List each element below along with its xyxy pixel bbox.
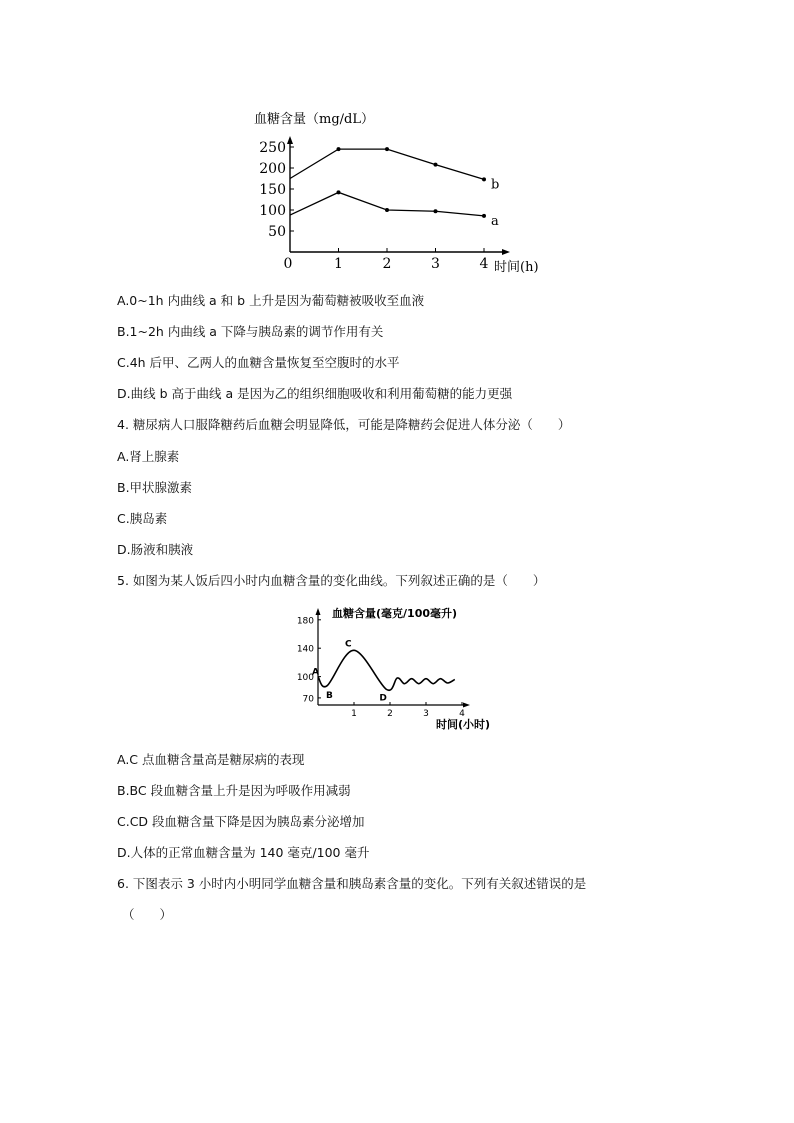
chart1-x-tick-label: 2 (382, 256, 392, 272)
q4-option-a: A.肾上腺素 (117, 449, 180, 464)
chart2-title: 血糖含量(毫克/100毫升) (332, 607, 458, 620)
chart1-series-b-line (290, 149, 484, 179)
chart1-y-tick-label: 200 (259, 161, 286, 177)
chart2-x-tick-label: 2 (387, 709, 393, 719)
q5-option-b: B.BC 段血糖含量上升是因为呼吸作用减弱 (117, 783, 351, 798)
q3-option-d: D.曲线 b 高于曲线 a 是因为乙的组织细胞吸收和利用葡萄糖的能力更强 (117, 386, 513, 401)
chart2-x-tick-label: 4 (459, 709, 465, 719)
q5-option-c: C.CD 段血糖含量下降是因为胰岛素分泌增加 (117, 814, 365, 829)
chart1-x-arrow (502, 249, 510, 255)
chart2-x-tick-label: 1 (351, 709, 357, 719)
chart1-x-tick-label: 0 (283, 256, 293, 272)
chart2-y-arrow (316, 608, 321, 615)
chart2-x-tick-label: 3 (423, 709, 429, 719)
chart2-y-tick-label: 70 (302, 694, 314, 705)
blood-glucose-chart-ab (240, 105, 560, 280)
q4-stem: 4. 糖尿病人口服降糖药后血糖会明显降低，可能是降糖药会促进人体分泌（ ） (117, 417, 571, 432)
q3-option-b: B.1~2h 内曲线 a 下降与胰岛素的调节作用有关 (117, 324, 384, 339)
blood-glucose-chart-abcd (285, 600, 515, 735)
chart1-ylabel: 血糖含量（mg/dL） (254, 112, 374, 127)
q5-option-d: D.人体的正常血糖含量为 140 毫克/100 毫升 (117, 845, 370, 860)
chart1-y-tick-label: 150 (259, 182, 286, 198)
q4-option-c: C.胰岛素 (117, 511, 168, 526)
chart1-x-tick-label: 3 (431, 256, 440, 272)
chart2-x-arrow (463, 703, 470, 708)
chart1-series-a-point (385, 208, 389, 212)
chart1-series-b-label: b (491, 177, 500, 193)
q3-option-a: A.0~1h 内曲线 a 和 b 上升是因为葡萄糖被吸收至血液 (117, 293, 425, 308)
chart1-y-tick-label: 50 (268, 224, 286, 240)
q4-option-b: B.甲状腺激素 (117, 480, 193, 495)
chart1-series-a-point (482, 214, 486, 218)
chart1-series-b-point (434, 163, 438, 167)
chart1-series-a-point (337, 190, 341, 194)
q5-stem: 5. 如图为某人饭后四小时内血糖含量的变化曲线。下列叙述正确的是（ ） (117, 573, 546, 588)
chart1-y-tick-label: 250 (259, 140, 286, 156)
q4-option-d: D.肠液和胰液 (117, 542, 194, 557)
chart2-xlabel: 时间(小时) (436, 718, 491, 731)
q6-stem: 6. 下图表示 3 小时内小明同学血糖含量和胰岛素含量的变化。下列有关叙述错误的是 (117, 876, 587, 891)
chart1-series-b-point (385, 147, 389, 151)
q5-option-a: A.C 点血糖含量高是糖尿病的表现 (117, 752, 305, 767)
chart1-x-tick-label: 4 (479, 256, 489, 272)
chart2-y-tick-label: 140 (296, 644, 314, 655)
q3-option-c: C.4h 后甲、乙两人的血糖含量恢复至空腹时的水平 (117, 355, 400, 370)
chart2-y-tick-label: 180 (296, 616, 314, 627)
chart1-y-tick-label: 100 (259, 203, 286, 219)
chart1-series-b-point (337, 147, 341, 151)
chart1-series-b-point (482, 177, 486, 181)
chart1-xlabel: 时间(h) (494, 260, 539, 275)
q6-paren: （ ） (122, 907, 173, 922)
chart2-point-label-a: A (312, 667, 319, 678)
chart2-point-label-d: D (379, 693, 387, 704)
chart1-x-tick-label: 1 (334, 256, 343, 272)
chart2-y-tick-label: 100 (296, 673, 314, 684)
chart2-point-label-b: B (326, 690, 333, 701)
chart1-series-a-label: a (491, 213, 499, 229)
chart1-series-a-point (434, 209, 438, 213)
chart2-point-label-c: C (345, 639, 352, 650)
chart2-glucose-curve (318, 650, 455, 690)
chart1-y-arrow (287, 136, 293, 144)
chart1-series-a-line (290, 192, 484, 216)
